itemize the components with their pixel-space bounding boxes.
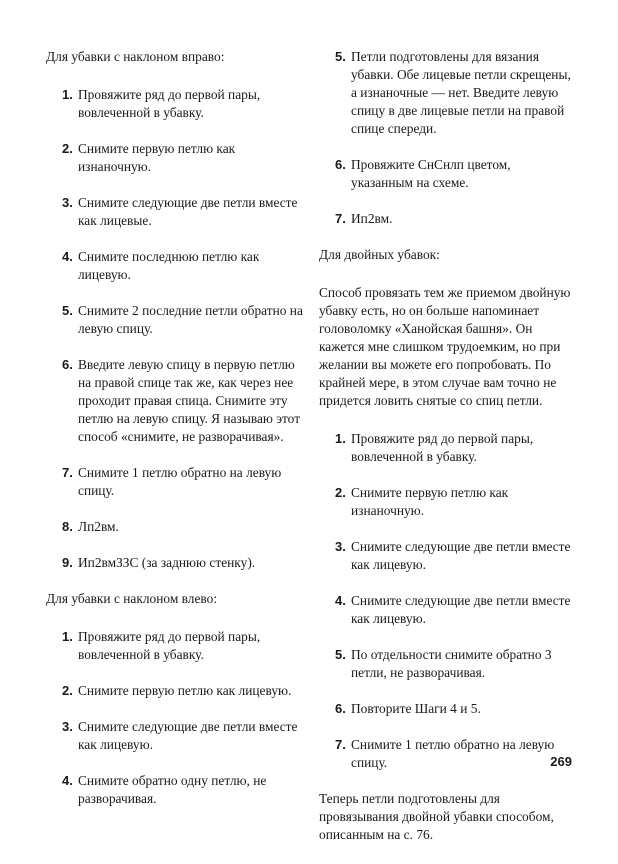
step-text: Снимите следующие две петли вместе как лицевую. <box>351 539 571 572</box>
list-item <box>46 772 304 808</box>
step-number: 9. <box>62 555 73 570</box>
list-item <box>319 700 575 718</box>
list-item <box>319 592 575 628</box>
step-text: Провяжите ряд до первой пары, вовлеченной в убавку. <box>351 431 534 464</box>
list-item <box>319 210 575 228</box>
step-number: 8. <box>62 519 73 534</box>
step-text: Введите левую спицу в первую петлю на правой спице так же, как через нее проходит правая спица. Снимите эту петлю на левую спицу. Я называю этот способ «снимите, не разворачивая». <box>78 357 301 444</box>
step-text: Провяжите СнСнлп цветом, указанным на схеме. <box>351 157 511 190</box>
list-item <box>319 156 575 192</box>
left-column <box>46 48 304 826</box>
step-number: 3. <box>62 719 73 734</box>
list-item <box>319 484 575 520</box>
list-item <box>46 140 304 176</box>
step-text: Снимите 2 последние петли обратно на левую спицу. <box>78 303 303 336</box>
steps-double <box>319 430 575 772</box>
steps-left-slant-continued <box>319 48 575 228</box>
list-item <box>46 518 304 536</box>
step-number: 1. <box>62 87 73 102</box>
step-text: Ип2вмЗЗС (за заднюю стенку). <box>78 555 256 570</box>
step-number: 1. <box>335 431 346 446</box>
step-text: Снимите первую петлю как изнаночную. <box>78 141 236 174</box>
double-decrease-paragraph: Способ провязать тем же приемом двойную убавку есть, но он больше напоминает головоломку «Ханойская башня». Он кажется мне слишком трудоемким, но при желании вы можете его попробовать. По крайней мере, в этом случае вам точно не придется ловить снятые со спиц петли. <box>319 285 571 408</box>
section-heading-left-slant: Для убавки с наклоном влево: <box>46 591 218 606</box>
step-number: 4. <box>62 249 73 264</box>
step-number: 6. <box>62 357 73 372</box>
page-number: 269 <box>550 754 572 769</box>
step-text: Снимите 1 петлю обратно на левую спицу. <box>78 465 282 498</box>
list-item <box>319 736 575 772</box>
step-number: 2. <box>62 683 73 698</box>
list-item <box>46 356 304 446</box>
step-text: Снимите первую петлю как лицевую. <box>78 683 292 698</box>
step-number: 5. <box>335 647 346 662</box>
step-text: Снимите следующие две петли вместе как лицевую. <box>78 719 298 752</box>
step-number: 1. <box>62 629 73 644</box>
step-number: 6. <box>335 701 346 716</box>
list-item <box>319 48 575 138</box>
step-text: Снимите 1 петлю обратно на левую спицу. <box>351 737 555 770</box>
closing-paragraph: Теперь петли подготовлены для провязывания двойной убавки способом, описанным на с. 76. <box>319 791 554 842</box>
step-text: Петли подготовлены для вязания убавки. Обе лицевые петли скрещены, а изнаночные — нет. Введите левую спицу в две лицевые петли на правой спице спереди. <box>351 49 571 136</box>
step-text: Провяжите ряд до первой пары, вовлеченной в убавку. <box>78 629 261 662</box>
list-item <box>46 718 304 754</box>
step-text: Повторите Шаги 4 и 5. <box>351 701 481 716</box>
step-number: 2. <box>62 141 73 156</box>
list-item <box>46 682 304 700</box>
step-text: Лп2вм. <box>78 519 119 534</box>
right-column <box>319 48 575 864</box>
step-number: 2. <box>335 485 346 500</box>
step-text: Снимите первую петлю как изнаночную. <box>351 485 509 518</box>
step-number: 4. <box>62 773 73 788</box>
step-number: 5. <box>335 49 346 64</box>
step-number: 7. <box>62 465 73 480</box>
steps-right-slant <box>46 86 304 572</box>
list-item <box>46 194 304 230</box>
list-item <box>46 628 304 664</box>
list-item <box>46 86 304 122</box>
step-number: 5. <box>62 303 73 318</box>
step-text: По отдельности снимите обратно 3 петли, не разворачивая. <box>351 647 552 680</box>
list-item <box>319 538 575 574</box>
step-text: Снимите следующие две петли вместе как лицевые. <box>78 195 298 228</box>
step-number: 3. <box>62 195 73 210</box>
list-item <box>319 646 575 682</box>
step-text: Снимите последнюю петлю как лицевую. <box>78 249 260 282</box>
step-text: Снимите обратно одну петлю, не разворачивая. <box>78 773 267 806</box>
list-item <box>319 430 575 466</box>
step-text: Провяжите ряд до первой пары, вовлеченной в убавку. <box>78 87 261 120</box>
section-heading-right-slant: Для убавки с наклоном вправо: <box>46 49 225 64</box>
list-item <box>46 302 304 338</box>
list-item <box>46 554 304 572</box>
list-item <box>46 464 304 500</box>
section-heading-double: Для двойных убавок: <box>319 247 440 262</box>
step-number: 3. <box>335 539 346 554</box>
steps-left-slant <box>46 628 304 808</box>
step-number: 7. <box>335 211 346 226</box>
step-text: Ип2вм. <box>351 211 393 226</box>
list-item <box>46 248 304 284</box>
step-number: 6. <box>335 157 346 172</box>
step-number: 4. <box>335 593 346 608</box>
step-number: 7. <box>335 737 346 752</box>
step-text: Снимите следующие две петли вместе как лицевую. <box>351 593 571 626</box>
